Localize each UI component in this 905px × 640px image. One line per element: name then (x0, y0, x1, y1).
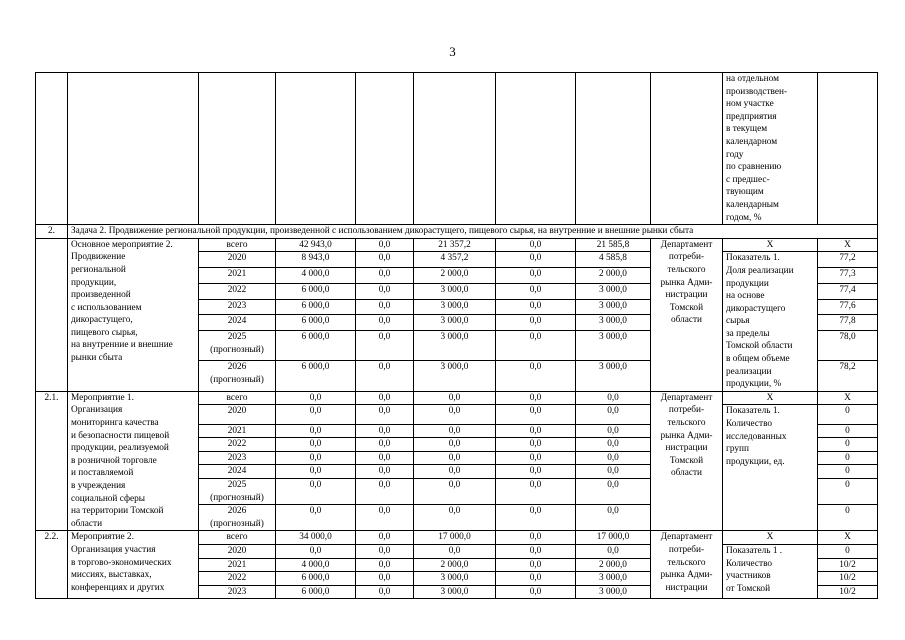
total-value: 4 000,0 (276, 558, 356, 572)
event-name-line: с использованием (71, 302, 142, 313)
indicator-value: 0 (818, 438, 878, 452)
indicator-line: продукции, ед. (726, 456, 785, 467)
row-number: 2.1. (36, 391, 68, 531)
indicator-value: Х (818, 391, 878, 405)
event-name-line: в учреждения (71, 481, 126, 491)
department-line: нистрации (665, 290, 708, 301)
indicator-line: Показатель 1. (726, 406, 780, 417)
event-name-line: и поставляемой (71, 468, 134, 479)
event-name-line: конференциях и других (71, 582, 165, 593)
year-cell (199, 479, 276, 505)
indicator-name: Х (723, 238, 818, 252)
indicator-value: 0 (818, 505, 878, 531)
task-number: 2. (36, 225, 68, 239)
year-cell (199, 531, 276, 545)
other-value: 21 585,8 (576, 238, 651, 252)
total-value: 0,0 (276, 479, 356, 505)
year-note: (прогнозный) (210, 344, 264, 355)
municipal-value: 0,0 (496, 465, 576, 479)
other-value: 3 000,0 (576, 331, 651, 361)
program-table (35, 72, 878, 599)
federal-value: 0,0 (356, 438, 414, 452)
regional-value: 0,0 (414, 438, 496, 452)
year-label: 2020 (227, 406, 247, 417)
indicator-value: 77,3 (818, 268, 878, 284)
year-note: (прогнозный) (210, 518, 264, 529)
event-name-line: Основное мероприятие 2. (71, 239, 173, 250)
federal-value: 0,0 (356, 299, 414, 315)
year-cell (199, 391, 276, 405)
indicator-value: Х (818, 531, 878, 545)
prev-indicator-text (723, 73, 818, 225)
indicator-value: 0 (818, 465, 878, 479)
year-label: 2020 (227, 545, 247, 556)
prev-text-line: годом, % (726, 212, 762, 223)
regional-value: 3 000,0 (414, 331, 496, 361)
event-name (68, 391, 199, 531)
year-cell (199, 505, 276, 531)
other-value: 3 000,0 (576, 585, 651, 599)
other-value: 4 585,8 (576, 252, 651, 268)
department-line: нистрации (665, 443, 708, 454)
federal-value: 0,0 (356, 424, 414, 438)
event-name-line: в розничной торговле (71, 455, 157, 466)
total-value: 6 000,0 (276, 283, 356, 299)
prev-text-line: производствен- (726, 86, 788, 97)
indicator-value: 78,2 (818, 361, 878, 391)
municipal-value: 0,0 (496, 238, 576, 252)
department-line: потреби- (668, 405, 705, 416)
federal-value: 0,0 (356, 252, 414, 268)
indicator-name (723, 405, 818, 531)
department-line: нистрации (665, 582, 708, 593)
municipal-value: 0,0 (496, 451, 576, 465)
indicator-value: 0 (818, 544, 878, 558)
year-cell (199, 585, 276, 599)
regional-value: 0,0 (414, 544, 496, 558)
indicator-value: 77,2 (818, 252, 878, 268)
regional-value: 2 000,0 (414, 268, 496, 284)
department (651, 391, 723, 531)
year-cell (199, 268, 276, 284)
prev-text-line: календарном (726, 136, 778, 147)
year-note: (прогнозный) (210, 492, 264, 503)
year-cell (199, 424, 276, 438)
department-line: Департамент (660, 532, 713, 543)
regional-value: 0,0 (414, 505, 496, 531)
indicator-line: участников (726, 571, 771, 582)
year-label: 2026 (227, 362, 247, 373)
year-cell (199, 299, 276, 315)
indicator-name: Х (723, 391, 818, 405)
year-label: всего (226, 532, 248, 543)
municipal-value: 0,0 (496, 531, 576, 545)
total-value: 0,0 (276, 438, 356, 452)
year-cell (199, 238, 276, 252)
federal-value: 0,0 (356, 585, 414, 599)
event-name-line: на внутренние и внешние (71, 340, 173, 351)
prev-text-line: твующим (726, 187, 764, 198)
year-label: 2024 (227, 316, 247, 327)
other-value: 0,0 (576, 544, 651, 558)
indicator-line: исследованных (726, 431, 787, 442)
federal-value: 0,0 (356, 268, 414, 284)
other-value: 0,0 (576, 465, 651, 479)
event-name-line: области (71, 518, 103, 529)
municipal-value: 0,0 (496, 558, 576, 572)
municipal-value: 0,0 (496, 361, 576, 391)
year-label: 2021 (227, 269, 247, 280)
department-line: рынка Адми- (660, 430, 713, 441)
year-note: (прогнозный) (210, 375, 264, 386)
prev-text-line: году (726, 149, 744, 160)
municipal-value: 0,0 (496, 405, 576, 424)
indicator-line: Показатель 1. (726, 253, 780, 264)
municipal-value: 0,0 (496, 331, 576, 361)
other-value: 0,0 (576, 451, 651, 465)
total-value: 0,0 (276, 544, 356, 558)
other-value: 2 000,0 (576, 268, 651, 284)
indicator-value: 0 (818, 405, 878, 424)
event-name (68, 238, 199, 391)
indicator-value: 78,0 (818, 331, 878, 361)
indicator-line: Количество (726, 419, 773, 430)
department-line: тельского (667, 418, 706, 429)
regional-value: 3 000,0 (414, 299, 496, 315)
department-line: потреби- (668, 252, 705, 263)
event-name-line: Мероприятие 1. (71, 392, 134, 403)
event-name-line: на территории Томской (71, 506, 164, 517)
prev-text-line: по сравнению (726, 162, 782, 173)
year-label: 2026 (227, 506, 247, 517)
other-value: 2 000,0 (576, 558, 651, 572)
event-name-line: миссиях, выставках, (71, 570, 152, 581)
regional-value: 0,0 (414, 479, 496, 505)
indicator-line: от Томской (726, 583, 771, 594)
total-value: 6 000,0 (276, 361, 356, 391)
event-name-line: Организация участия (71, 544, 156, 555)
regional-value: 17 000,0 (414, 531, 496, 545)
other-value: 0,0 (576, 424, 651, 438)
year-label: 2023 (227, 586, 247, 597)
event-name-line: рынки сбыта (71, 353, 123, 364)
indicator-value: 10/2 (818, 572, 878, 586)
regional-value: 3 000,0 (414, 283, 496, 299)
row-number: 2.2. (36, 531, 68, 599)
department-line: Томской (669, 302, 704, 313)
other-value: 3 000,0 (576, 361, 651, 391)
row-number (36, 238, 68, 391)
year-cell (199, 544, 276, 558)
year-label: 2023 (227, 300, 247, 311)
municipal-value: 0,0 (496, 585, 576, 599)
municipal-value: 0,0 (496, 283, 576, 299)
indicator-line: групп (726, 444, 749, 455)
total-value: 0,0 (276, 391, 356, 405)
table-row (36, 531, 878, 545)
event-name-line: в торгово-экономических (71, 557, 172, 568)
event-name (68, 531, 199, 599)
event-name-line: продукции, (71, 277, 117, 288)
year-label: всего (226, 239, 248, 250)
continuation-row (36, 73, 878, 225)
regional-value: 0,0 (414, 391, 496, 405)
prev-text-line: предприятия (726, 111, 777, 122)
regional-value: 0,0 (414, 424, 496, 438)
municipal-value: 0,0 (496, 479, 576, 505)
regional-value: 3 000,0 (414, 585, 496, 599)
indicator-name (723, 544, 818, 598)
regional-value: 2 000,0 (414, 558, 496, 572)
federal-value: 0,0 (356, 238, 414, 252)
year-label: 2024 (227, 466, 247, 477)
total-value: 6 000,0 (276, 572, 356, 586)
year-cell (199, 331, 276, 361)
department (651, 531, 723, 599)
federal-value: 0,0 (356, 451, 414, 465)
indicator-value: 10/2 (818, 585, 878, 599)
indicator-value: 77,6 (818, 299, 878, 315)
indicator-value: 0 (818, 424, 878, 438)
department-line: области (670, 468, 703, 479)
federal-value: 0,0 (356, 331, 414, 361)
other-value: 3 000,0 (576, 283, 651, 299)
year-label: 2022 (227, 439, 247, 450)
total-value: 6 000,0 (276, 331, 356, 361)
federal-value: 0,0 (356, 544, 414, 558)
indicator-line: сырья (726, 316, 750, 327)
total-value: 0,0 (276, 451, 356, 465)
total-value: 6 000,0 (276, 299, 356, 315)
municipal-value: 0,0 (496, 299, 576, 315)
indicator-value: 77,8 (818, 315, 878, 331)
year-label: 2023 (227, 452, 247, 463)
task-title: Задача 2. Продвижение региональной продукции, произведенной с использованием дикорастущего, пищевого сырья, на внутренние и внешние рынки сбыта (68, 225, 878, 239)
indicator-value: Х (818, 238, 878, 252)
indicator-line: реализации (726, 366, 772, 377)
table-row (36, 238, 878, 252)
indicator-line: Количество (726, 558, 773, 569)
event-name-line: мониторинга качества (71, 418, 159, 429)
federal-value: 0,0 (356, 391, 414, 405)
indicator-line: продукции (726, 278, 769, 289)
indicator-line: в общем объеме (726, 354, 790, 365)
department-line: тельского (667, 557, 706, 568)
indicator-line: Томской области (726, 341, 793, 352)
regional-value: 0,0 (414, 451, 496, 465)
prev-text-line: на отдельном (726, 74, 779, 84)
total-value: 0,0 (276, 465, 356, 479)
year-cell (199, 451, 276, 465)
total-value: 34 000,0 (276, 531, 356, 545)
total-value: 8 943,0 (276, 252, 356, 268)
year-label: 2025 (227, 480, 247, 490)
federal-value: 0,0 (356, 531, 414, 545)
municipal-value: 0,0 (496, 505, 576, 531)
regional-value: 4 357,2 (414, 252, 496, 268)
other-value: 17 000,0 (576, 531, 651, 545)
year-label: 2022 (227, 284, 247, 295)
indicator-line: дикорастущего (726, 303, 786, 314)
total-value: 0,0 (276, 505, 356, 531)
year-cell (199, 252, 276, 268)
municipal-value: 0,0 (496, 252, 576, 268)
year-label: 2021 (227, 559, 247, 570)
municipal-value: 0,0 (496, 544, 576, 558)
event-name-line: социальной сферы (71, 493, 146, 504)
department-line: Департамент (660, 239, 713, 250)
year-label: всего (226, 392, 248, 403)
other-value: 3 000,0 (576, 315, 651, 331)
regional-value: 3 000,0 (414, 361, 496, 391)
event-name-line: произведенной (71, 290, 131, 301)
municipal-value: 0,0 (496, 424, 576, 438)
event-name-line: Мероприятие 2. (71, 532, 134, 543)
total-value: 0,0 (276, 424, 356, 438)
federal-value: 0,0 (356, 479, 414, 505)
other-value: 0,0 (576, 479, 651, 505)
indicator-value: 10/2 (818, 558, 878, 572)
department (651, 238, 723, 391)
federal-value: 0,0 (356, 558, 414, 572)
indicator-line: за пределы (726, 328, 770, 339)
indicator-name (723, 252, 818, 392)
event-name-line: пищевого сырья, (71, 327, 138, 338)
federal-value: 0,0 (356, 465, 414, 479)
federal-value: 0,0 (356, 315, 414, 331)
prev-text-line: в текущем (726, 124, 768, 135)
year-cell (199, 361, 276, 391)
total-value: 6 000,0 (276, 315, 356, 331)
municipal-value: 0,0 (496, 572, 576, 586)
page-number: 3 (449, 44, 456, 59)
department-line: потреби- (668, 544, 705, 555)
indicator-value: 0 (818, 451, 878, 465)
other-value: 0,0 (576, 405, 651, 424)
regional-value: 0,0 (414, 405, 496, 424)
federal-value: 0,0 (356, 505, 414, 531)
year-cell (199, 315, 276, 331)
municipal-value: 0,0 (496, 391, 576, 405)
other-value: 0,0 (576, 438, 651, 452)
task-row (36, 225, 878, 239)
event-name-line: дикорастущего, (71, 315, 133, 326)
municipal-value: 0,0 (496, 268, 576, 284)
indicator-line: Показатель 1 . (726, 545, 783, 556)
total-value: 6 000,0 (276, 585, 356, 599)
municipal-value: 0,0 (496, 438, 576, 452)
year-cell (199, 405, 276, 424)
prev-text-line: календарным (726, 199, 779, 210)
year-cell (199, 558, 276, 572)
federal-value: 0,0 (356, 283, 414, 299)
other-value: 0,0 (576, 391, 651, 405)
total-value: 42 943,0 (276, 238, 356, 252)
other-value: 3 000,0 (576, 572, 651, 586)
indicator-line: Доля реализации (726, 265, 794, 276)
municipal-value: 0,0 (496, 315, 576, 331)
year-cell (199, 572, 276, 586)
regional-value: 3 000,0 (414, 572, 496, 586)
year-cell (199, 465, 276, 479)
other-value: 3 000,0 (576, 299, 651, 315)
regional-value: 3 000,0 (414, 315, 496, 331)
year-label: 2020 (227, 253, 247, 264)
event-name-line: продукции, реализуемой (71, 443, 169, 454)
federal-value: 0,0 (356, 405, 414, 424)
prev-text-line: с предшес- (726, 174, 770, 185)
department-line: Томской (669, 455, 704, 466)
indicator-name: Х (723, 531, 818, 545)
regional-value: 21 357,2 (414, 238, 496, 252)
table-row (36, 391, 878, 405)
total-value: 4 000,0 (276, 268, 356, 284)
department-line: рынка Адми- (660, 570, 713, 581)
year-label: 2022 (227, 573, 247, 584)
prev-text-line: ном участке (726, 99, 774, 110)
year-cell (199, 283, 276, 299)
year-label: 2025 (227, 332, 247, 343)
department-line: Департамент (660, 392, 713, 403)
indicator-line: продукции, % (726, 379, 782, 390)
event-name-line: и безопасности пищевой (71, 430, 170, 441)
regional-value: 0,0 (414, 465, 496, 479)
federal-value: 0,0 (356, 572, 414, 586)
department-line: рынка Адми- (660, 277, 713, 288)
event-name-line: Продвижение (71, 252, 126, 263)
total-value: 0,0 (276, 405, 356, 424)
other-value: 0,0 (576, 505, 651, 531)
department-line: тельского (667, 264, 706, 275)
event-name-line: региональной (71, 264, 126, 275)
department-line: области (670, 315, 703, 326)
event-name-line: Организация (71, 405, 123, 416)
year-label: 2021 (227, 425, 247, 436)
indicator-line: на основе (726, 291, 765, 302)
indicator-value: 77,4 (818, 283, 878, 299)
federal-value: 0,0 (356, 361, 414, 391)
year-cell (199, 438, 276, 452)
indicator-value: 0 (818, 479, 878, 505)
